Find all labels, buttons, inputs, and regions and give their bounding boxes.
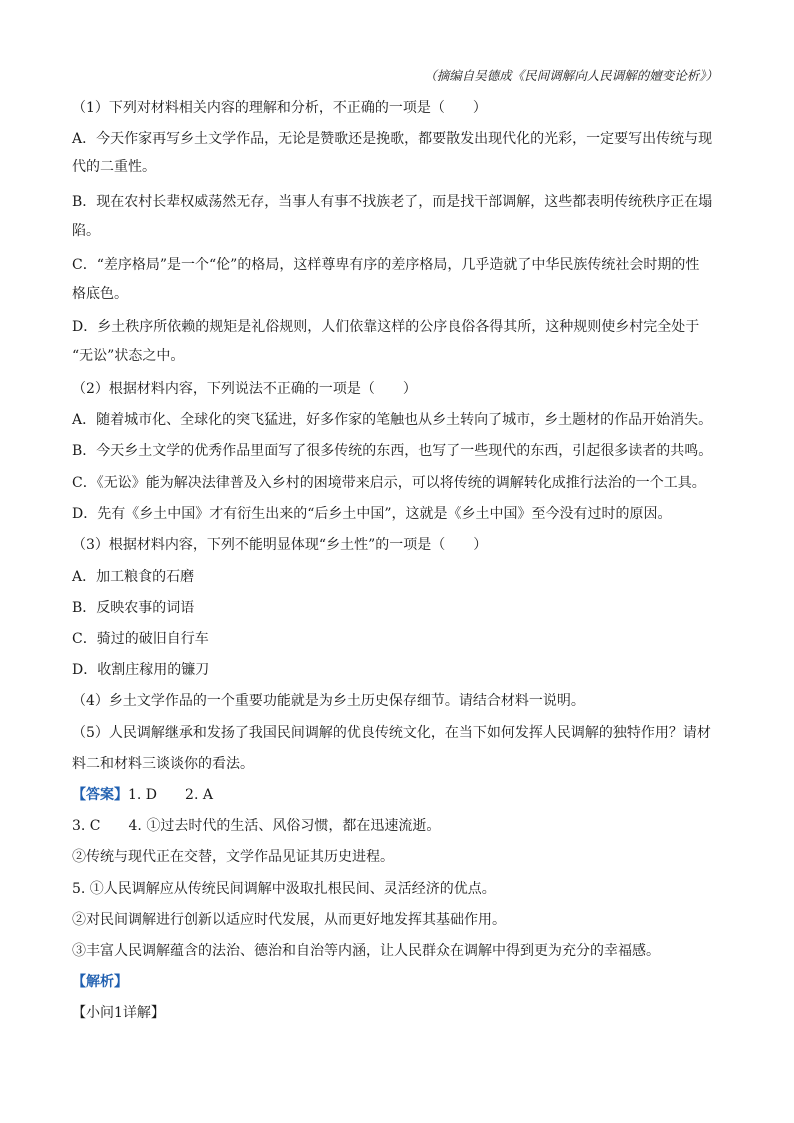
q1-option-d: D．乡土秩序所依赖的规矩是礼俗规则，人们依靠这样的公序良俗各得其所，这种规则使乡村完全处于 xyxy=(72,319,700,335)
q1-option-d-cont: “无讼”状态之中。 xyxy=(72,348,185,364)
question-5-stem: （5）人民调解继承和发扬了我国民间调解的优良传统文化，在当下如何发挥人民调解的独特作用？请材 xyxy=(72,725,711,741)
answer-5-point-3: ③丰富人民调解蕴含的法治、德治和自治等内涵，让人民群众在调解中得到更为充分的幸福感。 xyxy=(72,943,660,959)
question-2-stem: （2）根据材料内容，下列说法不正确的一项是（ ） xyxy=(72,381,417,397)
source-citation: （摘编自吴德成《民间调解向人民调解的嬗变论析》） xyxy=(424,68,718,83)
q3-option-b: B．反映农事的词语 xyxy=(72,600,195,616)
q1-option-b: B．现在农村长辈权威荡然无存，当事人有事不找族老了，而是找干部调解，这些都表明传统秩序正在塌 xyxy=(72,194,713,210)
q1-option-a-cont: 代的二重性。 xyxy=(72,159,156,175)
q2-option-b: B．今天乡土文学的优秀作品里面写了很多传统的东西，也写了一些现代的东西，引起很多读者的共鸣。 xyxy=(72,443,713,459)
q3-option-d: D．收割庄稼用的镰刀 xyxy=(72,662,210,678)
analysis-label: 【解析】 xyxy=(72,974,128,990)
q1-option-c: C．“差序格局”是一个“伦”的格局，这样尊卑有序的差序格局，几乎造就了中华民族传统社会时期的性 xyxy=(72,257,700,273)
question-4-stem: （4）乡土文学作品的一个重要功能就是为乡土历史保存细节。请结合材料一说明。 xyxy=(72,693,585,709)
q3-option-c: C．骑过的破旧自行车 xyxy=(72,631,209,647)
q1-option-b-cont: 陷。 xyxy=(72,223,100,239)
q2-option-c: C．《无讼》能为解决法律普及入乡村的困境带来启示，可以将传统的调解转化成推行法治的一个工具。 xyxy=(72,475,706,491)
answer-5-point-2: ②对民间调解进行创新以适应时代发展，从而更好地发挥其基础作用。 xyxy=(72,912,506,928)
analysis-subquestion-1: 【小问1详解】 xyxy=(72,1005,165,1021)
answer-4-point-2: ②传统与现代正在交替，文学作品见证其历史进程。 xyxy=(72,849,394,865)
question-5-stem-cont: 料二和材料三谈谈你的看法。 xyxy=(72,756,254,772)
answer-5-point-1: 5. ①人民调解应从传统民间调解中汲取扎根民间、灵活经济的优点。 xyxy=(72,881,496,897)
answer-label: 【答案】 xyxy=(72,787,128,803)
analysis-heading xyxy=(72,972,732,992)
question-1-stem: （1）下列对材料相关内容的理解和分析，不正确的一项是（ ） xyxy=(72,100,487,116)
q3-option-a: A．加工粮食的石磨 xyxy=(72,569,195,585)
q1-option-a: A．今天作家再写乡土文学作品，无论是赞歌还是挽歌，都要散发出现代化的光彩，一定要写出传统与现 xyxy=(72,131,713,147)
answer-1-2: 1. D 2. A xyxy=(128,787,213,803)
q2-option-d: D．先有《乡土中国》才有衍生出来的“后乡土中国”，这就是《乡土中国》至今没有过时的原因。 xyxy=(72,506,672,522)
q1-option-c-cont: 格底色。 xyxy=(72,286,128,302)
q2-option-a: A．随着城市化、全球化的突飞猛进，好多作家的笔触也从乡土转向了城市，乡土题材的作品开始消失。 xyxy=(72,412,713,428)
answer-3-4: 3. C 4. ①过去时代的生活、风俗习惯，都在迅速流逝。 xyxy=(72,818,441,834)
question-3-stem: （3）根据材料内容，下列不能明显体现“乡土性”的一项是（ ） xyxy=(72,537,488,553)
answer-line-1 xyxy=(72,785,732,805)
